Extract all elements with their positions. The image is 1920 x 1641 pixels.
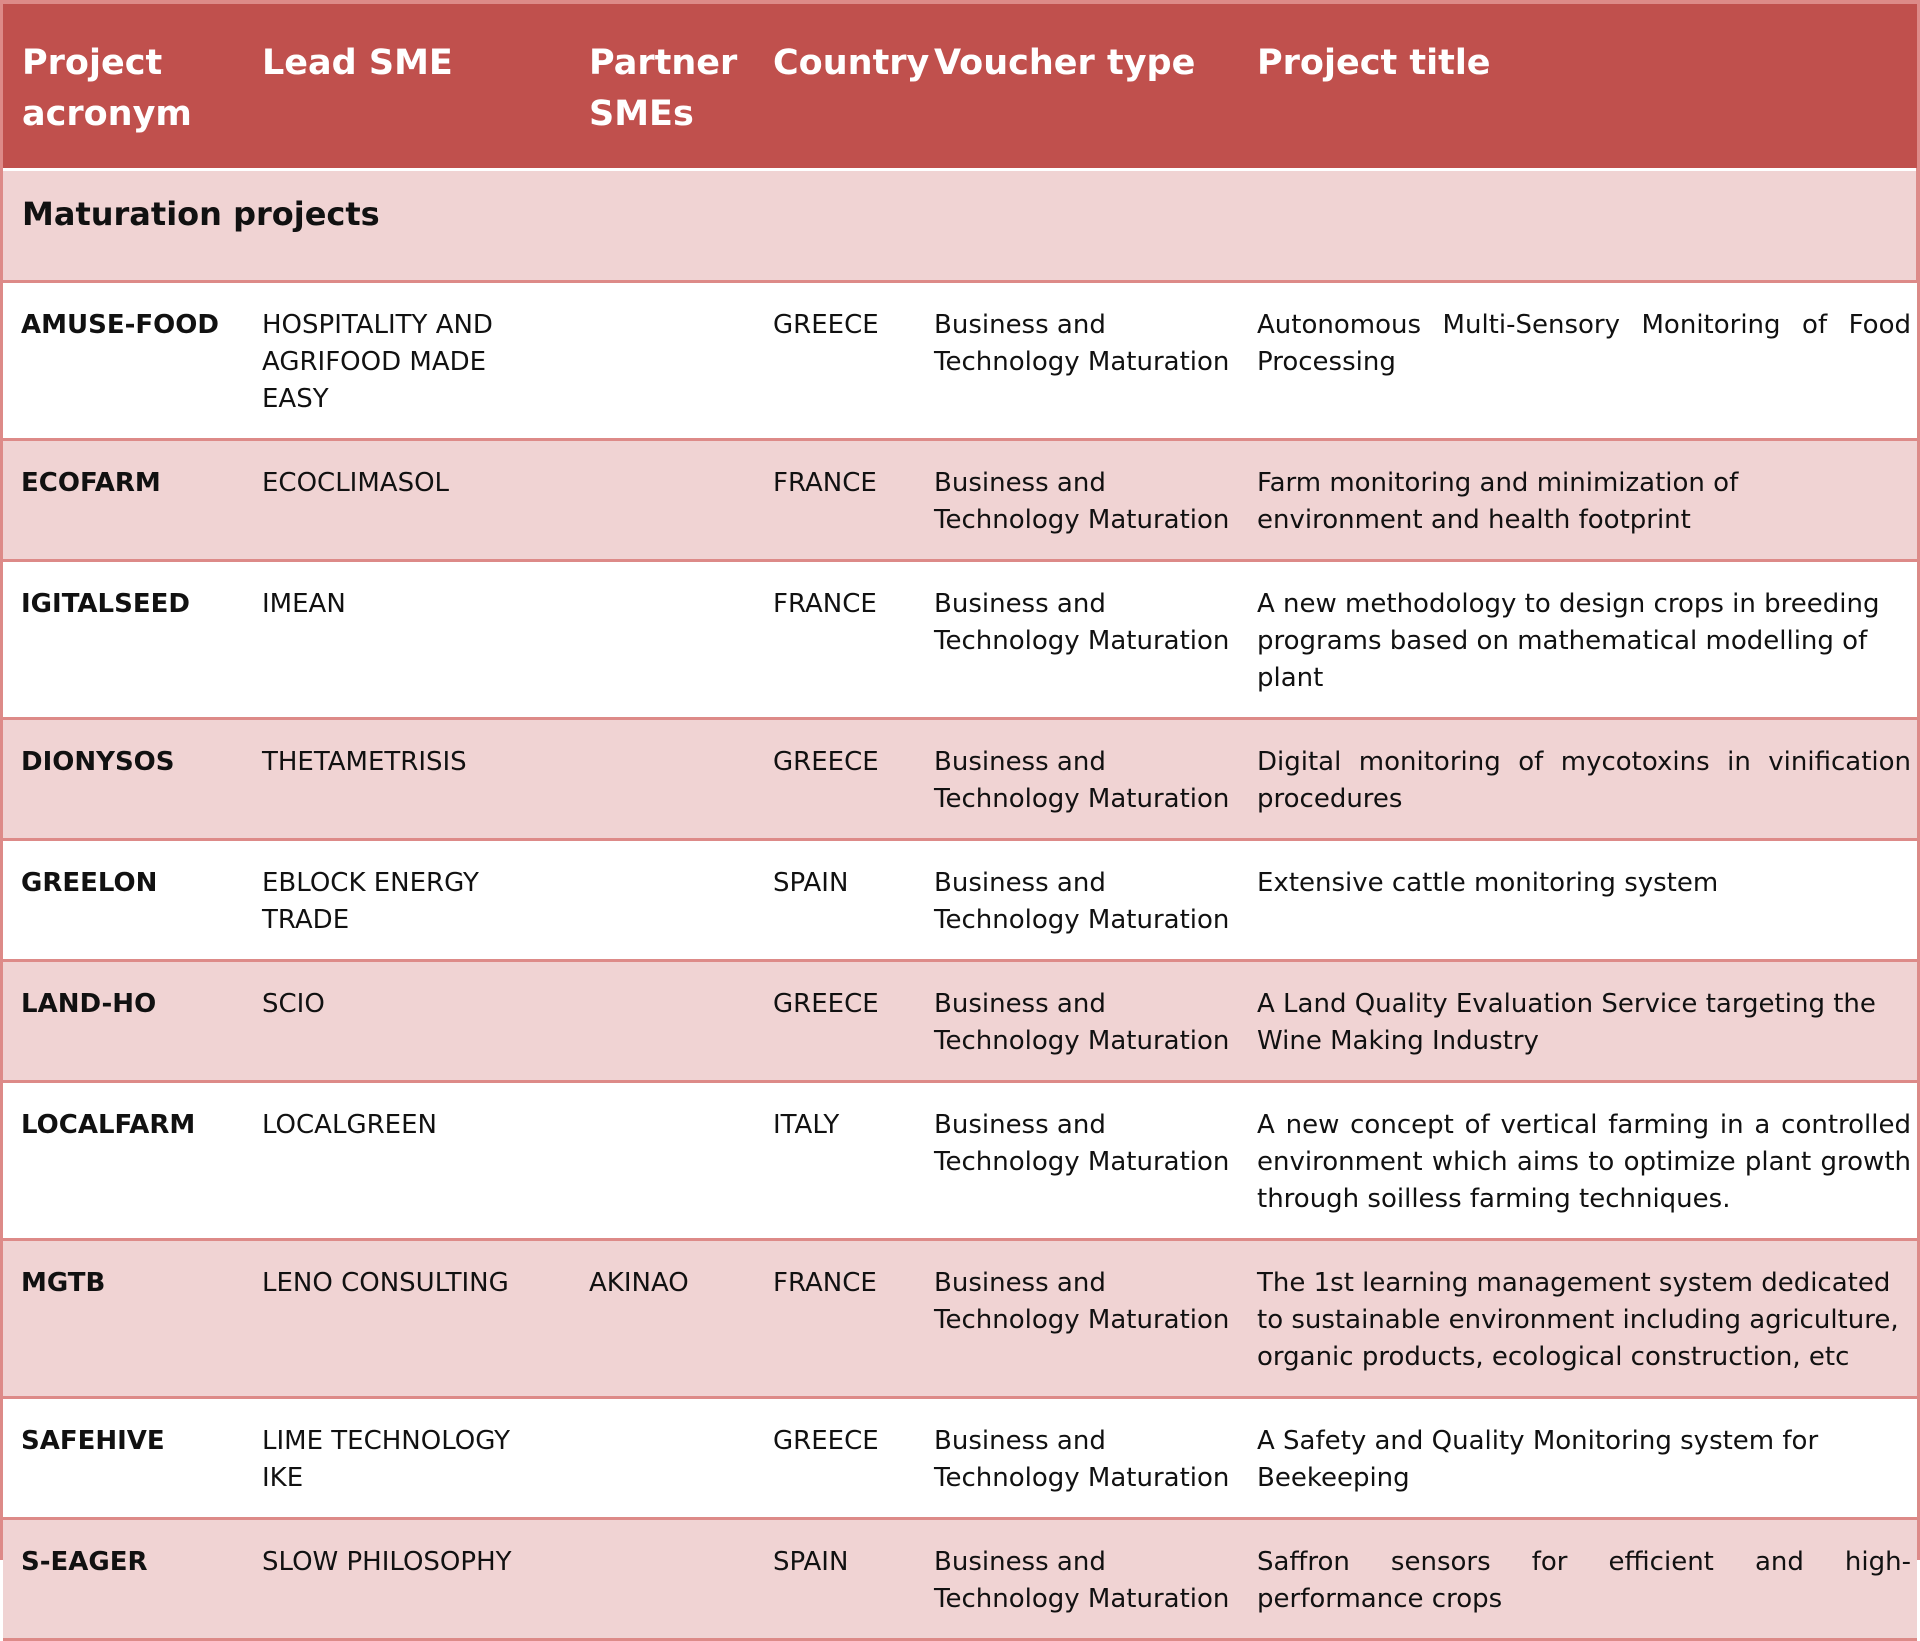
cell-project-title: The 1st learning management system dedicated to sustainable environment including agriculture, organic products, ecological construction, etc	[1257, 1267, 1899, 1372]
cell-partner-smes	[571, 1518, 759, 1639]
projects-table	[3, 4, 1919, 1641]
cell-lead-sme: IMEAN	[262, 588, 346, 619]
table-row	[3, 960, 1917, 1081]
cell-voucher-type: Business and Technology Maturation	[934, 309, 1230, 377]
header-project-title: Project title	[1257, 43, 1491, 83]
table-row	[3, 1081, 1917, 1239]
cell-partner-smes	[571, 1397, 759, 1518]
cell-country: FRANCE	[773, 467, 877, 498]
section-row-maturation	[3, 169, 1917, 281]
cell-project-title: Extensive cattle monitoring system	[1257, 867, 1719, 898]
cell-acronym: AMUSE-FOOD	[21, 309, 219, 340]
cell-acronym: S-EAGER	[21, 1546, 148, 1577]
cell-project-title: Saffron sensors for efficient and high-performance crops	[1257, 1546, 1911, 1614]
cell-project-title: A new concept of vertical farming in a controlled environment which aims to optimize plant growth through soilless farming techniques.	[1257, 1109, 1911, 1214]
cell-lead-sme: THETAMETRISIS	[262, 746, 467, 777]
cell-partner-smes	[571, 718, 759, 839]
cell-acronym: SAFEHIVE	[21, 1425, 165, 1456]
table-row	[3, 1518, 1917, 1639]
cell-acronym: ECOFARM	[21, 467, 161, 498]
header-project-acronym: Project acronym	[22, 43, 192, 134]
cell-partner-smes	[571, 1081, 759, 1239]
cell-voucher-type: Business and Technology Maturation	[934, 988, 1230, 1056]
cell-country: GREECE	[773, 746, 879, 777]
cell-lead-sme: LENO CONSULTING	[262, 1267, 509, 1298]
cell-acronym: IGITALSEED	[21, 588, 190, 619]
table-row	[3, 1239, 1917, 1397]
cell-project-title: A Land Quality Evaluation Service targeting the Wine Making Industry	[1257, 988, 1876, 1056]
cell-lead-sme: HOSPITALITY AND AGRIFOOD MADE EASY	[262, 309, 493, 414]
cell-project-title: A Safety and Quality Monitoring system for Beekeeping	[1257, 1425, 1819, 1493]
table-row	[3, 839, 1917, 960]
cell-lead-sme: LOCALGREEN	[262, 1109, 437, 1140]
cell-acronym: MGTB	[21, 1267, 106, 1298]
header-lead-sme: Lead SME	[262, 43, 453, 83]
cell-partner-smes	[571, 560, 759, 718]
cell-partner-smes	[571, 960, 759, 1081]
cell-voucher-type: Business and Technology Maturation	[934, 1109, 1230, 1177]
header-voucher-type: Voucher type	[934, 43, 1196, 83]
table-row	[3, 718, 1917, 839]
section-label: Maturation projects	[3, 169, 1917, 281]
cell-project-title: Digital monitoring of mycotoxins in vinification procedures	[1257, 746, 1911, 814]
cell-country: SPAIN	[773, 1546, 849, 1577]
cell-country: GREECE	[773, 988, 879, 1019]
cell-lead-sme: SCIO	[262, 988, 325, 1019]
cell-acronym: DIONYSOS	[21, 746, 175, 777]
cell-country: GREECE	[773, 1425, 879, 1456]
cell-country: ITALY	[773, 1109, 840, 1140]
cell-voucher-type: Business and Technology Maturation	[934, 588, 1230, 656]
cell-project-title: Farm monitoring and minimization of environment and health footprint	[1257, 467, 1739, 535]
table-row	[3, 560, 1917, 718]
cell-acronym: GREELON	[21, 867, 158, 898]
cell-voucher-type: Business and Technology Maturation	[934, 467, 1230, 535]
table-row	[3, 281, 1917, 439]
cell-lead-sme: ECOCLIMASOL	[262, 467, 450, 498]
header-partner-smes: Partner SMEs	[589, 43, 738, 134]
cell-lead-sme: LIME TECHNOLOGY IKE	[262, 1425, 510, 1493]
cell-voucher-type: Business and Technology Maturation	[934, 867, 1230, 935]
cell-project-title: Autonomous Multi-Sensory Monitoring of Food Processing	[1257, 309, 1911, 377]
cell-lead-sme: EBLOCK ENERGY TRADE	[262, 867, 479, 935]
cell-country: FRANCE	[773, 1267, 877, 1298]
table-row	[3, 1397, 1917, 1518]
cell-country: SPAIN	[773, 867, 849, 898]
cell-lead-sme: SLOW PHILOSOPHY	[262, 1546, 512, 1577]
cell-voucher-type: Business and Technology Maturation	[934, 746, 1230, 814]
cell-partner-smes: AKINAO	[589, 1267, 689, 1298]
cell-partner-smes	[571, 281, 759, 439]
cell-voucher-type: Business and Technology Maturation	[934, 1546, 1230, 1614]
cell-voucher-type: Business and Technology Maturation	[934, 1267, 1230, 1335]
cell-acronym: LOCALFARM	[21, 1109, 196, 1140]
cell-partner-smes	[571, 839, 759, 960]
table-header-row	[3, 4, 1917, 169]
cell-project-title: A new methodology to design crops in breeding programs based on mathematical modelling of plant	[1257, 588, 1880, 693]
cell-country: FRANCE	[773, 588, 877, 619]
cell-voucher-type: Business and Technology Maturation	[934, 1425, 1230, 1493]
cell-country: GREECE	[773, 309, 879, 340]
header-country: Country	[773, 43, 930, 83]
table-row	[3, 439, 1917, 560]
cell-partner-smes	[571, 439, 759, 560]
cell-acronym: LAND-HO	[21, 988, 157, 1019]
